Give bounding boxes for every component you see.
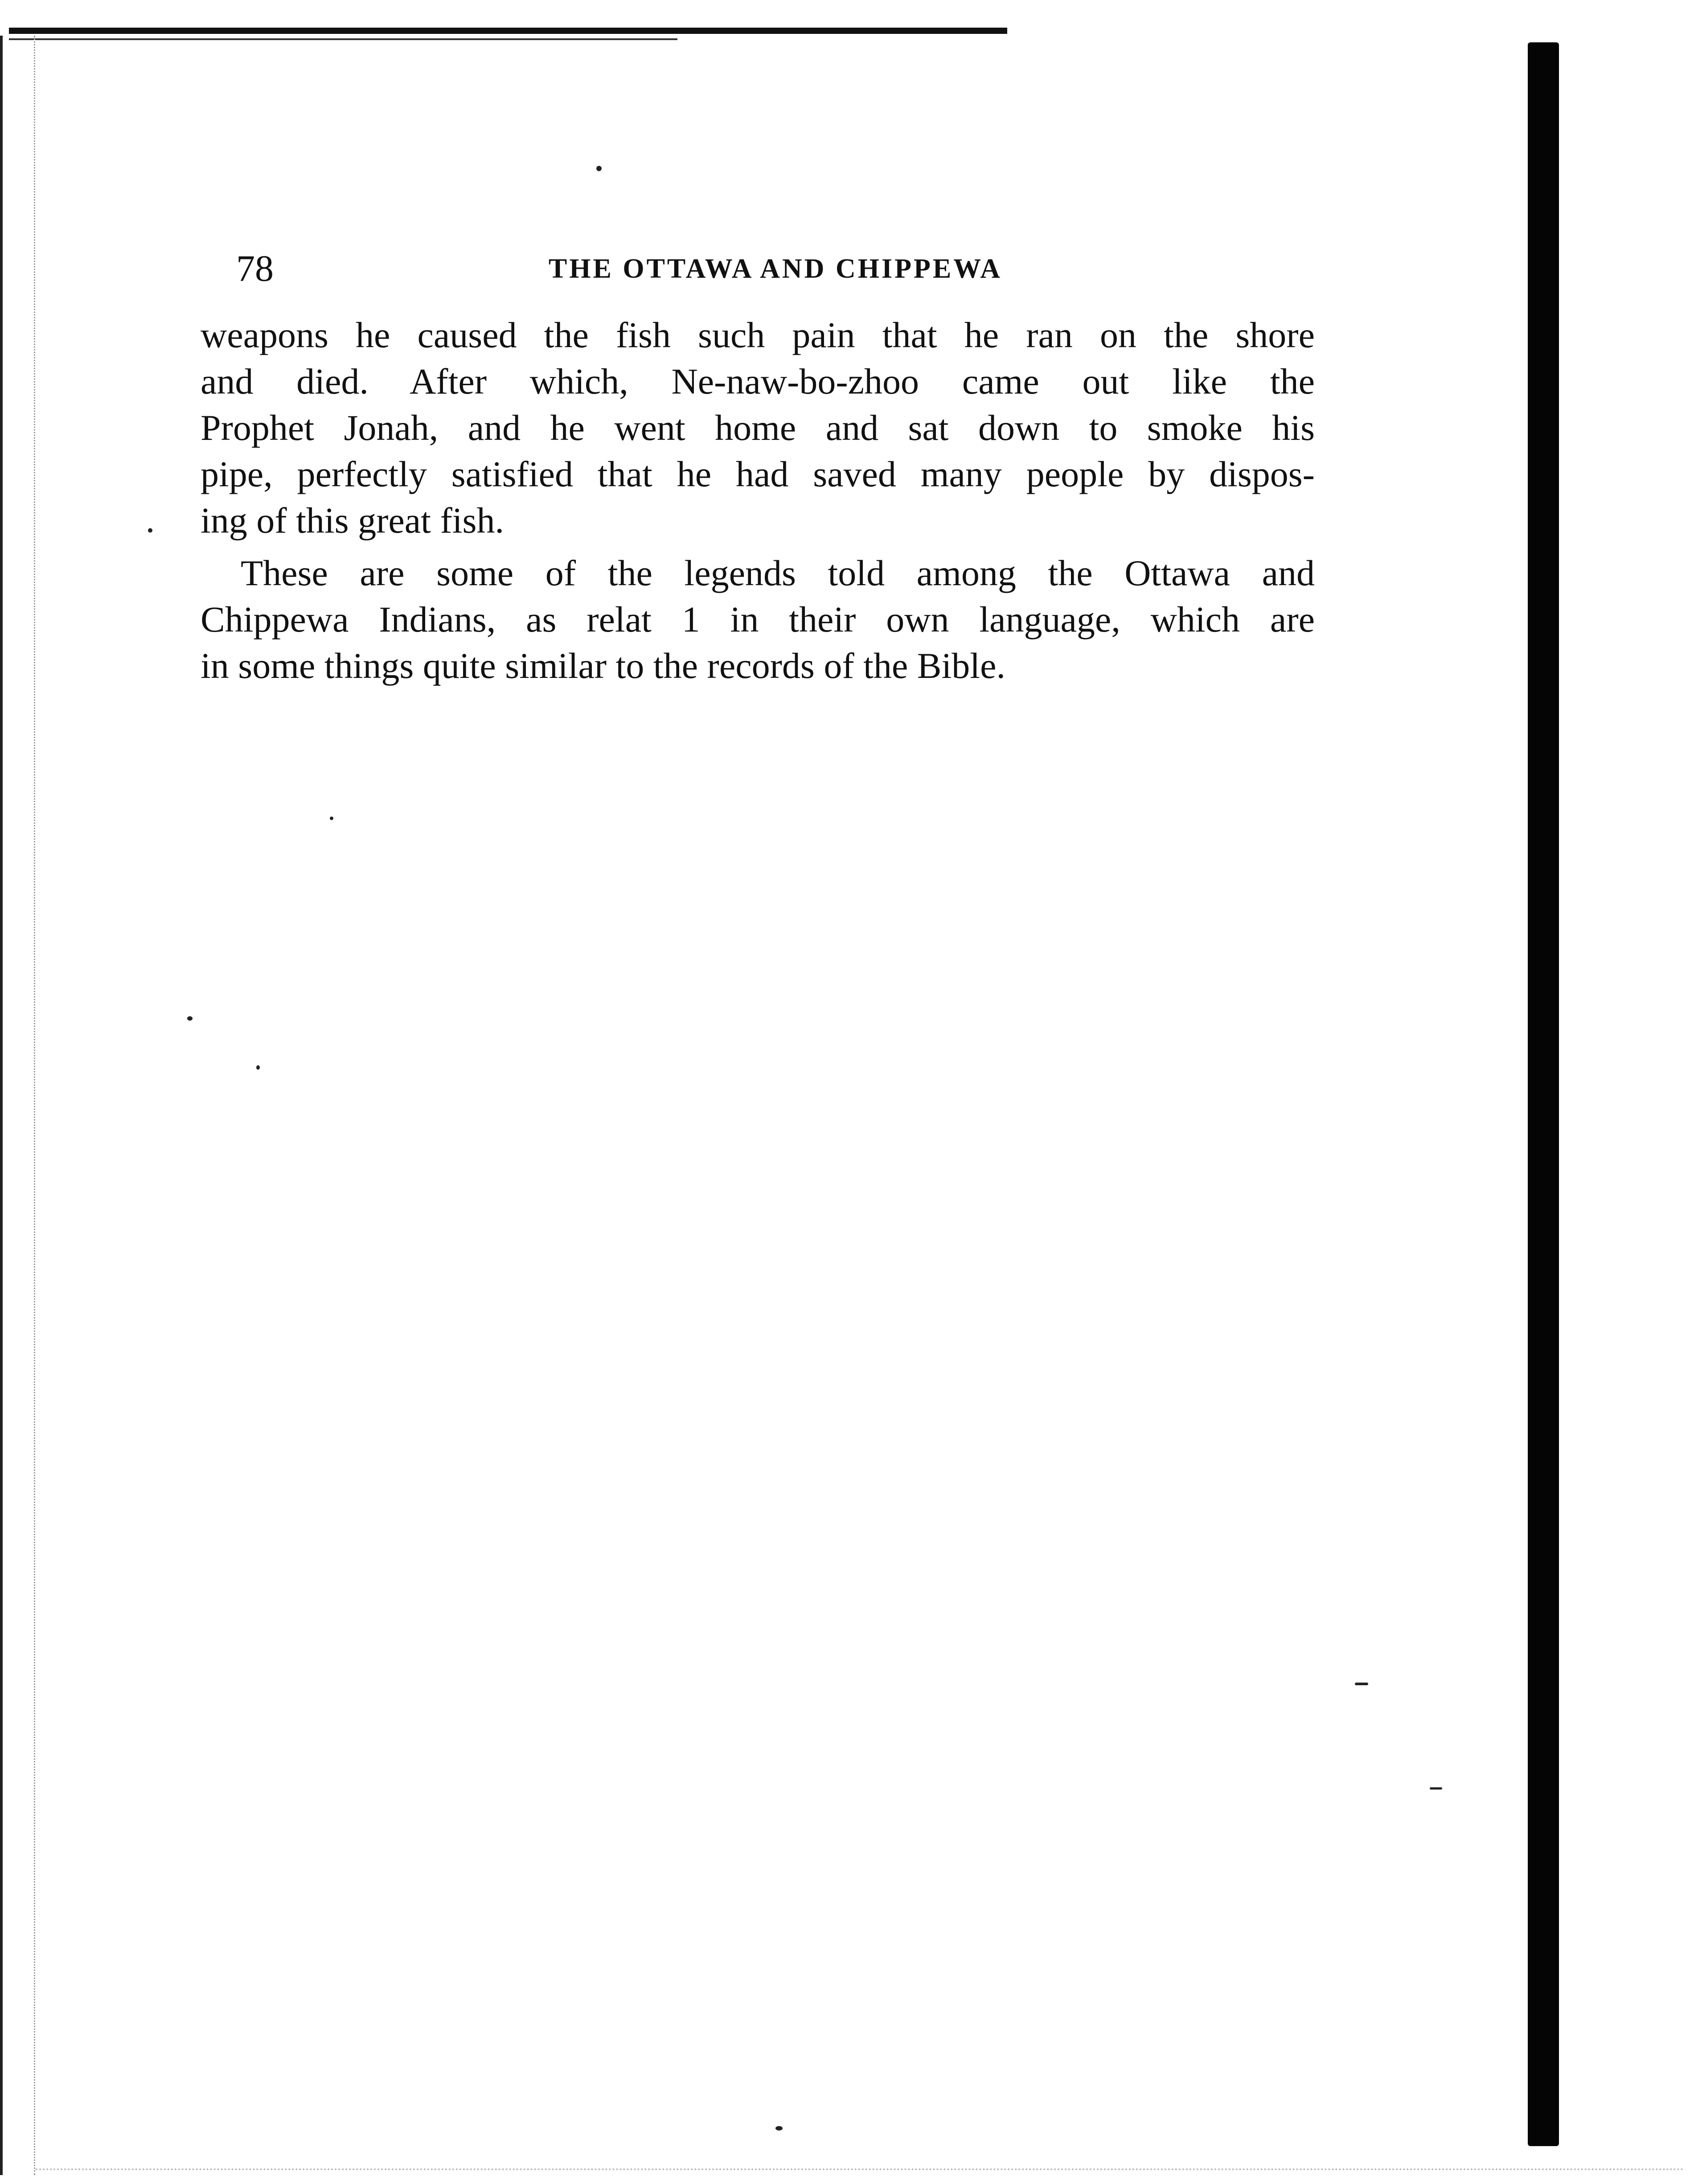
text-line: weapons he caused the fish such pain that he ran on the shore <box>201 315 1315 355</box>
paragraph-gap <box>201 544 1315 550</box>
body-text <box>201 312 1315 689</box>
left-binding-edge <box>0 36 35 2175</box>
scan-speck <box>775 2126 783 2131</box>
scan-speck <box>256 1065 260 1070</box>
paragraph-1 <box>201 312 1315 544</box>
text-line: and died. After which, Ne-naw-bo-zhoo came out like the <box>201 361 1315 402</box>
scan-speck <box>1430 1787 1442 1790</box>
text-line: Chippewa Indians, as relat 1 in their own language, which are <box>201 599 1315 640</box>
right-page-edge-shadow <box>1528 42 1559 2146</box>
text-line: in some things quite similar to the records of the Bible. <box>201 645 1005 686</box>
scan-speck <box>187 1016 193 1021</box>
text-line: Prophet Jonah, and he went home and sat down to smoke his <box>201 407 1315 448</box>
scan-speck <box>1355 1683 1368 1685</box>
text-line: These are some of the legends told among the Ottawa and <box>241 553 1315 593</box>
paragraph-2 <box>201 550 1315 689</box>
scan-speck <box>148 528 152 533</box>
page-number: 78 <box>236 248 274 289</box>
top-scan-rule <box>9 28 1007 34</box>
running-head <box>236 244 1315 293</box>
running-title: THE OTTAWA AND CHIPPEWA <box>548 254 1003 284</box>
text-line: pipe, perfectly satisfied that he had saved many people by dispos- <box>201 454 1315 494</box>
bottom-scan-noise <box>36 2168 1685 2172</box>
text-line: ing of this great fish. <box>201 500 504 541</box>
scan-speck <box>596 166 602 171</box>
top-scan-rule-thin <box>9 38 677 40</box>
scan-speck <box>330 817 333 820</box>
